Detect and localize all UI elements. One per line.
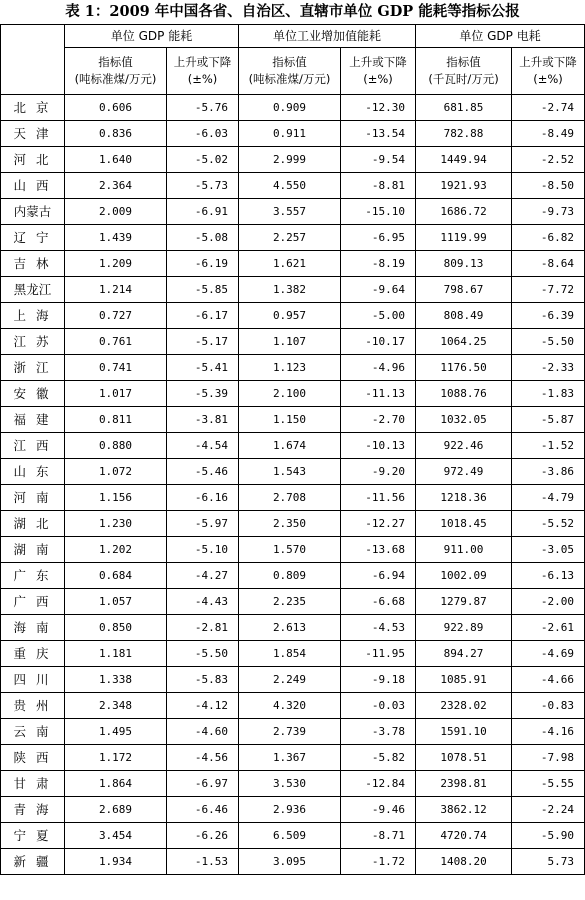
gdp-electricity-change: -8.49	[512, 121, 585, 147]
industrial-energy-change: -11.56	[341, 485, 416, 511]
gdp-electricity-value: 894.27	[416, 641, 512, 667]
province-name: 山 东	[1, 459, 65, 485]
header-industrial-energy-change	[341, 48, 416, 95]
gdp-energy-value: 1.072	[65, 459, 167, 485]
industrial-energy-value: 6.509	[239, 823, 341, 849]
gdp-energy-change: -4.54	[167, 433, 239, 459]
gdp-energy-change: -5.76	[167, 95, 239, 121]
table-title: 表 1：2009 年中国各省、自治区、直辖市单位 GDP 能耗等指标公报	[65, 3, 520, 20]
gdp-energy-value: 2.348	[65, 693, 167, 719]
table-row	[1, 849, 585, 875]
gdp-energy-change: -5.97	[167, 511, 239, 537]
table-row	[1, 615, 585, 641]
gdp-energy-change: -5.02	[167, 147, 239, 173]
header-gdp-electricity-indicator	[416, 48, 512, 95]
industrial-energy-change: -4.96	[341, 355, 416, 381]
gdp-electricity-change: -7.98	[512, 745, 585, 771]
gdp-electricity-change: -5.52	[512, 511, 585, 537]
gdp-energy-change: -3.81	[167, 407, 239, 433]
gdp-electricity-value: 1686.72	[416, 199, 512, 225]
table-row	[1, 147, 585, 173]
province-name: 河 南	[1, 485, 65, 511]
gdp-electricity-change: -2.00	[512, 589, 585, 615]
gdp-energy-value: 3.454	[65, 823, 167, 849]
gdp-electricity-value: 808.49	[416, 303, 512, 329]
industrial-energy-value: 2.257	[239, 225, 341, 251]
industrial-energy-value: 4.550	[239, 173, 341, 199]
province-name: 山 西	[1, 173, 65, 199]
gdp-energy-change: -2.81	[167, 615, 239, 641]
gdp-energy-change: -6.17	[167, 303, 239, 329]
province-name: 海 南	[1, 615, 65, 641]
gdp-energy-value: 2.009	[65, 199, 167, 225]
industrial-energy-change: -4.53	[341, 615, 416, 641]
industrial-energy-change: -9.20	[341, 459, 416, 485]
table-row	[1, 511, 585, 537]
province-name: 青 海	[1, 797, 65, 823]
gdp-electricity-value: 1449.94	[416, 147, 512, 173]
gdp-electricity-change: -2.61	[512, 615, 585, 641]
gdp-electricity-change: -4.16	[512, 719, 585, 745]
industrial-energy-change: -9.18	[341, 667, 416, 693]
gdp-energy-change: -5.08	[167, 225, 239, 251]
industrial-energy-value: 1.854	[239, 641, 341, 667]
gdp-electricity-value: 1279.87	[416, 589, 512, 615]
indicator-label: 指标值	[446, 55, 481, 69]
province-name: 陕 西	[1, 745, 65, 771]
gdp-electricity-value: 1408.20	[416, 849, 512, 875]
gdp-electricity-change: -6.82	[512, 225, 585, 251]
province-name: 河 北	[1, 147, 65, 173]
gdp-energy-change: -5.17	[167, 329, 239, 355]
gdp-electricity-value: 798.67	[416, 277, 512, 303]
gdp-energy-value: 1.181	[65, 641, 167, 667]
industrial-energy-change: -12.30	[341, 95, 416, 121]
gdp-electricity-change: -1.52	[512, 433, 585, 459]
table-row	[1, 173, 585, 199]
province-name: 天 津	[1, 121, 65, 147]
gdp-energy-value: 0.606	[65, 95, 167, 121]
gdp-electricity-change: -2.33	[512, 355, 585, 381]
table-row	[1, 771, 585, 797]
gdp-energy-change: -4.12	[167, 693, 239, 719]
gdp-electricity-change: -8.50	[512, 173, 585, 199]
industrial-energy-value: 2.708	[239, 485, 341, 511]
table-row	[1, 355, 585, 381]
province-name: 湖 北	[1, 511, 65, 537]
table-row	[1, 641, 585, 667]
gdp-electricity-change: -2.24	[512, 797, 585, 823]
table-row	[1, 745, 585, 771]
industrial-energy-value: 3.095	[239, 849, 341, 875]
industrial-energy-change: -13.68	[341, 537, 416, 563]
gdp-electricity-change: -0.83	[512, 693, 585, 719]
gdp-energy-change: -4.43	[167, 589, 239, 615]
gdp-electricity-change: -4.69	[512, 641, 585, 667]
industrial-energy-value: 1.382	[239, 277, 341, 303]
province-name: 贵 州	[1, 693, 65, 719]
industrial-energy-change: -5.00	[341, 303, 416, 329]
header-corner-cell	[1, 25, 65, 95]
gdp-energy-change: -5.73	[167, 173, 239, 199]
change-label: 上升或下降	[173, 55, 232, 69]
industrial-energy-change: -1.72	[341, 849, 416, 875]
header-row-groups	[1, 25, 585, 48]
industrial-energy-change: -12.27	[341, 511, 416, 537]
gdp-electricity-change: -5.90	[512, 823, 585, 849]
province-name: 吉 林	[1, 251, 65, 277]
gdp-electricity-change: -4.66	[512, 667, 585, 693]
industrial-energy-change: -10.13	[341, 433, 416, 459]
gdp-energy-value: 0.836	[65, 121, 167, 147]
gdp-energy-change: -1.53	[167, 849, 239, 875]
indicator-label: 指标值	[272, 55, 307, 69]
table-row	[1, 797, 585, 823]
gdp-electricity-change: -5.55	[512, 771, 585, 797]
table-row	[1, 303, 585, 329]
province-name: 北 京	[1, 95, 65, 121]
gdp-energy-value: 1.495	[65, 719, 167, 745]
industrial-energy-value: 1.367	[239, 745, 341, 771]
gdp-energy-change: -5.41	[167, 355, 239, 381]
industrial-energy-change: -2.70	[341, 407, 416, 433]
gdp-electricity-value: 3862.12	[416, 797, 512, 823]
gdp-electricity-change: -7.72	[512, 277, 585, 303]
industrial-energy-value: 1.674	[239, 433, 341, 459]
header-gdp-electricity-change	[512, 48, 585, 95]
header-row-subcolumns	[1, 48, 585, 95]
gdp-electricity-value: 809.13	[416, 251, 512, 277]
province-name: 辽 宁	[1, 225, 65, 251]
province-name: 浙 江	[1, 355, 65, 381]
table-row	[1, 693, 585, 719]
pct-label: (±%)	[533, 72, 563, 86]
gdp-energy-change: -6.26	[167, 823, 239, 849]
industrial-energy-change: -12.84	[341, 771, 416, 797]
unit-label: (吨标准煤/万元)	[248, 72, 331, 86]
industrial-energy-value: 2.936	[239, 797, 341, 823]
gdp-electricity-value: 1088.76	[416, 381, 512, 407]
industrial-energy-change: -9.46	[341, 797, 416, 823]
table-row	[1, 485, 585, 511]
table-row	[1, 277, 585, 303]
gdp-electricity-change: -9.73	[512, 199, 585, 225]
gdp-electricity-change: -4.79	[512, 485, 585, 511]
pct-label: (±%)	[363, 72, 393, 86]
gdp-electricity-change: -5.87	[512, 407, 585, 433]
gdp-energy-change: -4.56	[167, 745, 239, 771]
gdp-electricity-value: 1085.91	[416, 667, 512, 693]
gdp-electricity-change: -3.86	[512, 459, 585, 485]
table-row	[1, 121, 585, 147]
gdp-energy-value: 1.640	[65, 147, 167, 173]
industrial-energy-change: -8.71	[341, 823, 416, 849]
gdp-energy-value: 1.214	[65, 277, 167, 303]
header-industrial-energy: 单位工业增加值能耗	[239, 25, 416, 48]
industrial-energy-change: -6.68	[341, 589, 416, 615]
industrial-energy-change: -8.81	[341, 173, 416, 199]
energy-indicator-table	[0, 24, 585, 875]
industrial-energy-value: 2.350	[239, 511, 341, 537]
gdp-energy-change: -6.19	[167, 251, 239, 277]
industrial-energy-value: 1.543	[239, 459, 341, 485]
province-name: 重 庆	[1, 641, 65, 667]
gdp-energy-change: -6.03	[167, 121, 239, 147]
pct-label: (±%)	[187, 72, 218, 86]
table-row	[1, 329, 585, 355]
header-industrial-energy-indicator	[239, 48, 341, 95]
province-name: 安 徽	[1, 381, 65, 407]
gdp-energy-value: 1.156	[65, 485, 167, 511]
gdp-energy-change: -5.39	[167, 381, 239, 407]
gdp-electricity-change: -2.52	[512, 147, 585, 173]
gdp-energy-value: 1.439	[65, 225, 167, 251]
unit-label: (吨标准煤/万元)	[74, 72, 157, 86]
industrial-energy-value: 0.957	[239, 303, 341, 329]
industrial-energy-value: 1.570	[239, 537, 341, 563]
gdp-energy-value: 0.811	[65, 407, 167, 433]
province-name: 广 东	[1, 563, 65, 589]
gdp-energy-change: -5.83	[167, 667, 239, 693]
gdp-electricity-value: 1032.05	[416, 407, 512, 433]
table-row	[1, 563, 585, 589]
industrial-energy-change: -6.94	[341, 563, 416, 589]
table-row	[1, 381, 585, 407]
gdp-electricity-value: 1078.51	[416, 745, 512, 771]
gdp-electricity-value: 681.85	[416, 95, 512, 121]
gdp-energy-value: 1.230	[65, 511, 167, 537]
gdp-energy-change: -4.60	[167, 719, 239, 745]
industrial-energy-change: -3.78	[341, 719, 416, 745]
industrial-energy-change: -6.95	[341, 225, 416, 251]
gdp-energy-value: 1.172	[65, 745, 167, 771]
gdp-energy-change: -6.16	[167, 485, 239, 511]
industrial-energy-change: -15.10	[341, 199, 416, 225]
gdp-energy-value: 0.684	[65, 563, 167, 589]
gdp-energy-value: 2.689	[65, 797, 167, 823]
gdp-electricity-change: -1.83	[512, 381, 585, 407]
gdp-energy-change: -5.50	[167, 641, 239, 667]
gdp-electricity-value: 911.00	[416, 537, 512, 563]
industrial-energy-change: -10.17	[341, 329, 416, 355]
header-gdp-electricity: 单位 GDP 电耗	[416, 25, 585, 48]
gdp-energy-value: 0.727	[65, 303, 167, 329]
province-name: 黑龙江	[1, 277, 65, 303]
gdp-electricity-change: -6.13	[512, 563, 585, 589]
industrial-energy-value: 2.100	[239, 381, 341, 407]
gdp-electricity-value: 972.49	[416, 459, 512, 485]
gdp-energy-value: 1.864	[65, 771, 167, 797]
industrial-energy-change: -5.82	[341, 745, 416, 771]
table-row	[1, 199, 585, 225]
table-row	[1, 251, 585, 277]
gdp-electricity-change: -3.05	[512, 537, 585, 563]
industrial-energy-change: -9.64	[341, 277, 416, 303]
gdp-energy-value: 1.934	[65, 849, 167, 875]
industrial-energy-value: 3.557	[239, 199, 341, 225]
gdp-electricity-change: -8.64	[512, 251, 585, 277]
province-name: 上 海	[1, 303, 65, 329]
gdp-electricity-value: 1018.45	[416, 511, 512, 537]
province-name: 宁 夏	[1, 823, 65, 849]
province-name: 江 西	[1, 433, 65, 459]
gdp-electricity-change: -2.74	[512, 95, 585, 121]
industrial-energy-value: 4.320	[239, 693, 341, 719]
gdp-energy-change: -5.46	[167, 459, 239, 485]
industrial-energy-change: -9.54	[341, 147, 416, 173]
industrial-energy-value: 2.235	[239, 589, 341, 615]
change-label: 上升或下降	[349, 55, 407, 69]
province-name: 福 建	[1, 407, 65, 433]
gdp-electricity-change: -5.50	[512, 329, 585, 355]
table-row	[1, 225, 585, 251]
industrial-energy-value: 2.739	[239, 719, 341, 745]
province-name: 内蒙古	[1, 199, 65, 225]
industrial-energy-change: -0.03	[341, 693, 416, 719]
province-name: 广 西	[1, 589, 65, 615]
table-row	[1, 589, 585, 615]
industrial-energy-value: 0.809	[239, 563, 341, 589]
industrial-energy-value: 0.911	[239, 121, 341, 147]
gdp-electricity-value: 1591.10	[416, 719, 512, 745]
gdp-energy-change: -5.85	[167, 277, 239, 303]
gdp-electricity-value: 1218.36	[416, 485, 512, 511]
gdp-energy-change: -4.27	[167, 563, 239, 589]
table-row	[1, 823, 585, 849]
header-gdp-energy-indicator	[65, 48, 167, 95]
gdp-electricity-value: 1064.25	[416, 329, 512, 355]
table-row	[1, 719, 585, 745]
industrial-energy-change: -11.95	[341, 641, 416, 667]
gdp-electricity-value: 1119.99	[416, 225, 512, 251]
gdp-electricity-value: 1921.93	[416, 173, 512, 199]
table-row	[1, 537, 585, 563]
table-row	[1, 667, 585, 693]
industrial-energy-value: 0.909	[239, 95, 341, 121]
industrial-energy-value: 2.613	[239, 615, 341, 641]
industrial-energy-value: 2.249	[239, 667, 341, 693]
table-row	[1, 407, 585, 433]
gdp-energy-value: 0.761	[65, 329, 167, 355]
gdp-energy-value: 0.741	[65, 355, 167, 381]
gdp-energy-change: -6.91	[167, 199, 239, 225]
industrial-energy-change: -11.13	[341, 381, 416, 407]
gdp-energy-change: -5.10	[167, 537, 239, 563]
gdp-energy-value: 1.057	[65, 589, 167, 615]
gdp-energy-value: 0.850	[65, 615, 167, 641]
gdp-electricity-value: 2328.02	[416, 693, 512, 719]
gdp-energy-change: -6.97	[167, 771, 239, 797]
province-name: 云 南	[1, 719, 65, 745]
province-name: 四 川	[1, 667, 65, 693]
gdp-electricity-value: 2398.81	[416, 771, 512, 797]
unit-label: (千瓦时/万元)	[428, 72, 499, 86]
gdp-electricity-value: 1002.09	[416, 563, 512, 589]
province-name: 甘 肃	[1, 771, 65, 797]
gdp-electricity-value: 922.89	[416, 615, 512, 641]
industrial-energy-value: 2.999	[239, 147, 341, 173]
gdp-electricity-value: 1176.50	[416, 355, 512, 381]
industrial-energy-change: -8.19	[341, 251, 416, 277]
gdp-electricity-value: 922.46	[416, 433, 512, 459]
gdp-energy-value: 1.017	[65, 381, 167, 407]
header-gdp-energy: 单位 GDP 能耗	[65, 25, 239, 48]
gdp-electricity-change: -6.39	[512, 303, 585, 329]
change-label: 上升或下降	[519, 55, 577, 69]
table-row	[1, 433, 585, 459]
gdp-energy-change: -6.46	[167, 797, 239, 823]
gdp-energy-value: 1.209	[65, 251, 167, 277]
industrial-energy-change: -13.54	[341, 121, 416, 147]
gdp-energy-value: 1.338	[65, 667, 167, 693]
gdp-energy-value: 0.880	[65, 433, 167, 459]
industrial-energy-value: 3.530	[239, 771, 341, 797]
gdp-energy-value: 2.364	[65, 173, 167, 199]
industrial-energy-value: 1.107	[239, 329, 341, 355]
gdp-electricity-value: 782.88	[416, 121, 512, 147]
industrial-energy-value: 1.150	[239, 407, 341, 433]
province-name: 江 苏	[1, 329, 65, 355]
province-name: 新 疆	[1, 849, 65, 875]
header-gdp-energy-change	[167, 48, 239, 95]
gdp-electricity-change: 5.73	[512, 849, 585, 875]
table-row	[1, 459, 585, 485]
gdp-energy-value: 1.202	[65, 537, 167, 563]
industrial-energy-value: 1.123	[239, 355, 341, 381]
gdp-electricity-value: 4720.74	[416, 823, 512, 849]
indicator-label: 指标值	[98, 55, 133, 69]
industrial-energy-value: 1.621	[239, 251, 341, 277]
table-row	[1, 95, 585, 121]
province-name: 湖 南	[1, 537, 65, 563]
